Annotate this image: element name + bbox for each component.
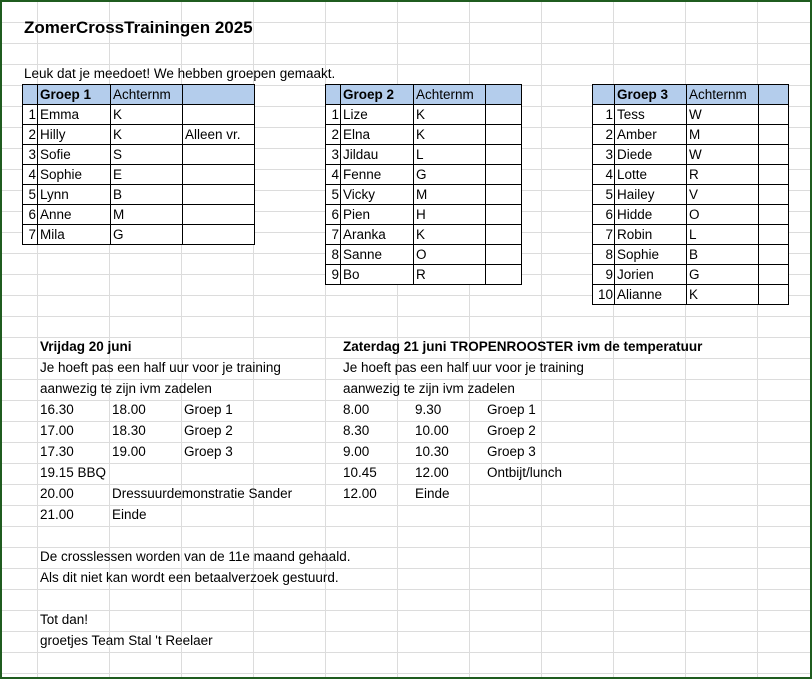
row-note (183, 165, 255, 185)
last-initial: H (414, 205, 486, 225)
first-name: Hilly (38, 125, 111, 145)
table-row (326, 185, 522, 205)
row-note (486, 205, 522, 225)
row-note (486, 105, 522, 125)
row-number: 2 (593, 125, 615, 145)
first-name: Lotte (615, 165, 687, 185)
first-name: Lize (341, 105, 414, 125)
group-header-note (486, 85, 522, 105)
footer-line-4: groetjes Team Stal 't Reelaer (40, 633, 213, 648)
slot-activity: Groep 2 (184, 423, 233, 438)
last-initial: R (687, 165, 759, 185)
first-name: Emma (38, 105, 111, 125)
table-row (593, 285, 789, 305)
slot-start: 8.30 (343, 423, 370, 438)
row-note: Alleen vr. (183, 125, 255, 145)
slot-end: 9.30 (415, 402, 442, 417)
table-row (593, 185, 789, 205)
slot-end: Einde (112, 507, 147, 522)
row-note (759, 265, 789, 285)
slot-end: 10.00 (415, 423, 449, 438)
slot-end: 12.00 (415, 465, 449, 480)
table-row (326, 245, 522, 265)
first-name: Sophie (38, 165, 111, 185)
row-note (486, 265, 522, 285)
last-initial: W (687, 145, 759, 165)
last-initial: S (111, 145, 183, 165)
last-initial: M (111, 205, 183, 225)
slot-end: 18.30 (112, 423, 146, 438)
row-number: 2 (326, 125, 341, 145)
row-note (759, 125, 789, 145)
last-initial: K (414, 225, 486, 245)
first-name: Vicky (341, 185, 414, 205)
slot-end: 19.00 (112, 444, 146, 459)
row-number: 7 (23, 225, 38, 245)
row-number: 9 (593, 265, 615, 285)
row-number: 4 (326, 165, 341, 185)
table-row (23, 185, 255, 205)
first-name: Robin (615, 225, 687, 245)
last-initial: M (414, 185, 486, 205)
group-header-blank (326, 85, 341, 105)
table-row (23, 145, 255, 165)
row-number: 6 (326, 205, 341, 225)
table-row (593, 125, 789, 145)
table-row (326, 225, 522, 245)
slot-start: 10.45 (343, 465, 377, 480)
last-initial: K (111, 105, 183, 125)
row-note (759, 165, 789, 185)
row-note (486, 145, 522, 165)
first-name: Hailey (615, 185, 687, 205)
last-initial: W (687, 105, 759, 125)
group-header-lastname: Achternm (687, 85, 759, 105)
last-initial: G (687, 265, 759, 285)
slot-activity: Ontbijt/lunch (487, 465, 563, 480)
row-number: 8 (326, 245, 341, 265)
row-number: 9 (326, 265, 341, 285)
group-header-name: Groep 2 (341, 85, 414, 105)
table-row (326, 165, 522, 185)
saturday-note-1: Je hoeft pas een half uur voor je training (343, 360, 584, 375)
group-2-table (325, 84, 522, 285)
friday-heading: Vrijdag 20 juni (40, 339, 132, 354)
row-note (759, 205, 789, 225)
last-initial: V (687, 185, 759, 205)
row-note (183, 225, 255, 245)
first-name: Sanne (341, 245, 414, 265)
table-row (23, 205, 255, 225)
table-row (326, 205, 522, 225)
table-row (326, 125, 522, 145)
last-initial: L (414, 145, 486, 165)
last-initial: E (111, 165, 183, 185)
footer-line-3: Tot dan! (40, 612, 89, 627)
first-name: Alianne (615, 285, 687, 305)
first-name: Aranka (341, 225, 414, 245)
row-number: 7 (593, 225, 615, 245)
first-name: Sofie (38, 145, 111, 165)
row-number: 6 (593, 205, 615, 225)
table-row (23, 225, 255, 245)
row-number: 7 (326, 225, 341, 245)
last-initial: O (687, 205, 759, 225)
last-initial: G (111, 225, 183, 245)
row-note (183, 105, 255, 125)
last-initial: B (111, 185, 183, 205)
slot-end: 10.30 (415, 444, 449, 459)
slot-start: 21.00 (40, 507, 74, 522)
first-name: Elna (341, 125, 414, 145)
group-header-name: Groep 1 (38, 85, 111, 105)
row-note (183, 205, 255, 225)
friday-note-2: aanwezig te zijn ivm zadelen (40, 381, 212, 396)
row-note (183, 185, 255, 205)
slot-activity: Groep 1 (184, 402, 233, 417)
table-row (593, 205, 789, 225)
group-header-blank (593, 85, 615, 105)
slot-start: 17.30 (40, 444, 74, 459)
page-title: ZomerCrossTrainingen 2025 (24, 18, 253, 37)
footer-line-2: Als dit niet kan wordt een betaalverzoek gestuurd. (40, 570, 339, 585)
last-initial: K (414, 105, 486, 125)
row-note (183, 145, 255, 165)
last-initial: B (687, 245, 759, 265)
row-note (759, 225, 789, 245)
slot-start: 12.00 (343, 486, 377, 501)
table-row (593, 145, 789, 165)
last-initial: K (111, 125, 183, 145)
row-number: 4 (23, 165, 38, 185)
table-row (593, 165, 789, 185)
last-initial: L (687, 225, 759, 245)
slot-start: 9.00 (343, 444, 370, 459)
row-note (759, 105, 789, 125)
row-number: 1 (593, 105, 615, 125)
row-number: 1 (326, 105, 341, 125)
slot-start: 16.30 (40, 402, 74, 417)
row-number: 10 (593, 285, 615, 305)
table-row (326, 105, 522, 125)
slot-end: 18.00 (112, 402, 146, 417)
group-header-lastname: Achternm (111, 85, 183, 105)
slot-activity: Groep 1 (487, 402, 536, 417)
group-header-lastname: Achternm (414, 85, 486, 105)
slot-end: Einde (415, 486, 450, 501)
last-initial: K (414, 125, 486, 145)
slot-activity: Groep 2 (487, 423, 536, 438)
row-number: 2 (23, 125, 38, 145)
group-3-table (592, 84, 789, 305)
group-header-note (759, 85, 789, 105)
row-note (759, 245, 789, 265)
row-note (759, 185, 789, 205)
first-name: Bo (341, 265, 414, 285)
last-initial: M (687, 125, 759, 145)
first-name: Amber (615, 125, 687, 145)
first-name: Pien (341, 205, 414, 225)
first-name: Fenne (341, 165, 414, 185)
row-number: 6 (23, 205, 38, 225)
row-number: 5 (23, 185, 38, 205)
group-1-table (22, 84, 255, 245)
first-name: Anne (38, 205, 111, 225)
intro-text: Leuk dat je meedoet! We hebben groepen gemaakt. (24, 66, 336, 81)
group-header-note (183, 85, 255, 105)
table-row (23, 125, 255, 145)
slot-end: Dressuurdemonstratie Sander (112, 486, 293, 501)
first-name: Hidde (615, 205, 687, 225)
last-initial: G (414, 165, 486, 185)
row-number: 5 (593, 185, 615, 205)
saturday-note-2: aanwezig te zijn ivm zadelen (343, 381, 515, 396)
row-note (486, 125, 522, 145)
row-note (486, 245, 522, 265)
table-row (326, 265, 522, 285)
last-initial: O (414, 245, 486, 265)
last-initial: K (687, 285, 759, 305)
table-row (326, 145, 522, 165)
table-row (593, 265, 789, 285)
first-name: Mila (38, 225, 111, 245)
table-row (593, 105, 789, 125)
footer-line-1: De crosslessen worden van de 11e maand gehaald. (40, 549, 351, 564)
row-note (486, 225, 522, 245)
slot-start: 8.00 (343, 402, 370, 417)
group-header-name: Groep 3 (615, 85, 687, 105)
row-number: 5 (326, 185, 341, 205)
saturday-heading: Zaterdag 21 juni TROPENROOSTER ivm de temperatuur (343, 339, 703, 354)
first-name: Jildau (341, 145, 414, 165)
row-note (759, 285, 789, 305)
group-header-blank (23, 85, 38, 105)
row-number: 3 (326, 145, 341, 165)
row-note (486, 185, 522, 205)
slot-start: 17.00 (40, 423, 74, 438)
table-row (593, 225, 789, 245)
friday-note-1: Je hoeft pas een half uur voor je training (40, 360, 281, 375)
slot-activity: Groep 3 (184, 444, 233, 459)
slot-start: 19.15 BBQ (40, 465, 107, 480)
first-name: Diede (615, 145, 687, 165)
row-number: 3 (23, 145, 38, 165)
table-row (23, 165, 255, 185)
table-row (23, 105, 255, 125)
slot-activity: Groep 3 (487, 444, 536, 459)
first-name: Lynn (38, 185, 111, 205)
slot-start: 20.00 (40, 486, 74, 501)
row-note (759, 145, 789, 165)
last-initial: R (414, 265, 486, 285)
row-note (486, 165, 522, 185)
first-name: Tess (615, 105, 687, 125)
row-number: 1 (23, 105, 38, 125)
row-number: 4 (593, 165, 615, 185)
row-number: 8 (593, 245, 615, 265)
first-name: Sophie (615, 245, 687, 265)
table-row (593, 245, 789, 265)
row-number: 3 (593, 145, 615, 165)
first-name: Jorien (615, 265, 687, 285)
